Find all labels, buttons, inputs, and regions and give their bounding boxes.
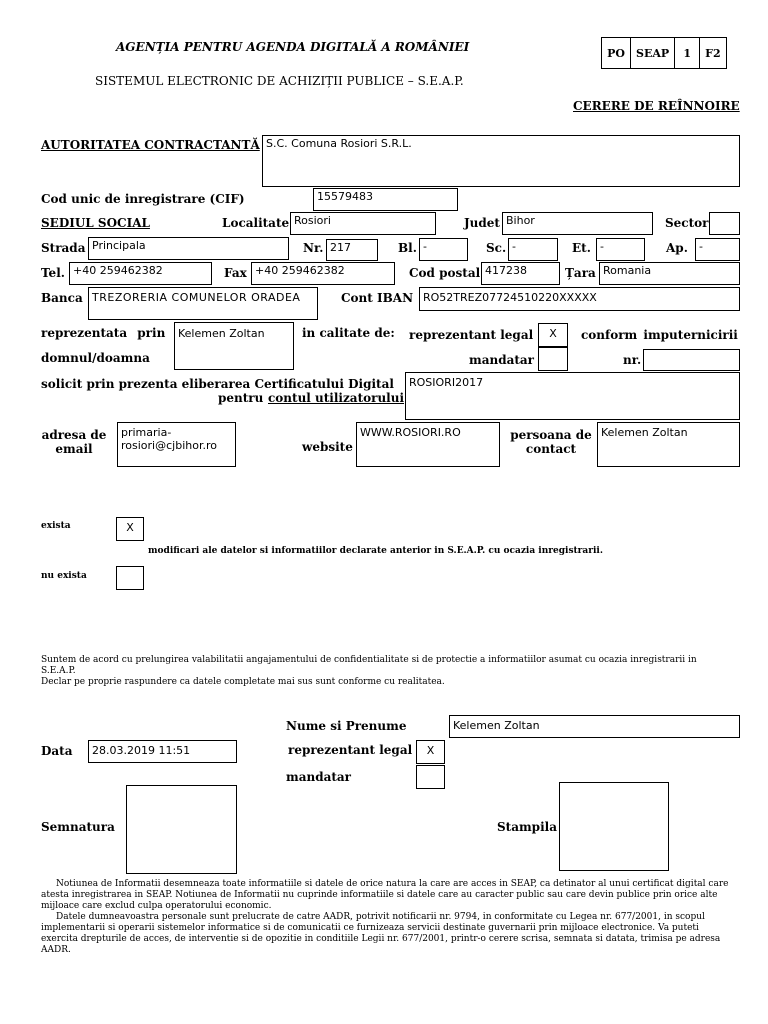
persoana-contact-label: persoana de contact xyxy=(510,428,592,456)
autoritatea-label: AUTORITATEA CONTRACTANTĂ xyxy=(41,138,260,152)
fax-label: Fax xyxy=(224,266,247,280)
et-label: Et. xyxy=(572,241,591,255)
declaratie-text: Declar pe proprie raspundere ca datele completate mai sus sunt conforme cu realitatea. xyxy=(41,677,445,687)
agency-title: AGENȚIA PENTRU AGENDA DIGITALĂ A ROMÂNIEI xyxy=(116,40,470,54)
et-field[interactable]: - xyxy=(596,238,645,261)
acord-text: Suntem de acord cu prelungirea valabilitatii angajamentului de confidentialitate si de protectie a informatiilor asumat cu ocazia inregistrarii in S.E.A.P. xyxy=(41,655,697,676)
website-field[interactable]: WWW.ROSIORI.RO xyxy=(356,422,500,467)
domnul-label: domnul/doamna xyxy=(41,351,150,365)
code-cell: SEAP xyxy=(631,38,675,69)
ap-label: Ap. xyxy=(666,241,688,255)
sc-label: Sc. xyxy=(486,241,507,255)
nume-prenume-field[interactable]: Kelemen Zoltan xyxy=(449,715,740,738)
system-title: SISTEMUL ELECTRONIC DE ACHIZIȚII PUBLICE – S.E.A.P. xyxy=(95,74,464,88)
mandatar-checkbox[interactable] xyxy=(538,347,568,371)
bl-label: Bl. xyxy=(398,241,417,255)
tara-field[interactable]: Romania xyxy=(599,262,740,285)
cif-field[interactable]: 15579483 xyxy=(313,188,458,211)
reprezentata-field[interactable]: Kelemen Zoltan xyxy=(174,322,294,370)
cod-postal-label: Cod postal xyxy=(409,266,481,280)
nume-prenume-label: Nume si Prenume xyxy=(286,719,407,733)
strada-label: Strada xyxy=(41,241,86,255)
email-field[interactable]: primaria-rosiori@cjbihor.ro xyxy=(117,422,236,467)
cont-utilizator-field[interactable]: ROSIORI2017 xyxy=(405,372,740,420)
conform-label: conform imputernicirii xyxy=(581,328,738,342)
calitate-label: in calitate de: xyxy=(302,326,395,340)
data-field[interactable]: 28.03.2019 11:51 xyxy=(88,740,237,763)
reprezentant-legal-label: reprezentant legal xyxy=(409,328,534,342)
iban-label: Cont IBAN xyxy=(341,291,414,305)
tel-label: Tel. xyxy=(41,266,65,280)
sediu-label: SEDIUL SOCIAL xyxy=(41,216,150,230)
document-code-table xyxy=(601,37,727,69)
nr-field[interactable]: 217 xyxy=(326,239,378,261)
stampila-label: Stampila xyxy=(497,820,557,834)
document-title: CERERE DE REÎNNOIRE xyxy=(573,99,740,113)
exista-checkbox[interactable]: X xyxy=(116,517,144,541)
ap-field[interactable]: - xyxy=(695,238,740,261)
tara-label: Țara xyxy=(565,266,596,280)
judet-label: Judet xyxy=(464,216,500,230)
mandatar-label: mandatar xyxy=(469,353,535,367)
nr-imputernicire-field[interactable] xyxy=(643,349,740,371)
iban-field[interactable]: RO52TREZ07724510220XXXXX xyxy=(419,287,740,311)
nu-exista-label: nu exista xyxy=(41,571,87,581)
nr-imputernicire-label: nr. xyxy=(623,353,642,367)
bl-field[interactable]: - xyxy=(419,238,468,261)
stampila-box[interactable] xyxy=(559,782,669,871)
code-cell: 1 xyxy=(675,38,700,69)
website-label: website xyxy=(302,440,353,454)
code-cell: PO xyxy=(602,38,631,69)
email-label: adresa de email xyxy=(41,428,107,456)
semnatura-label: Semnatura xyxy=(41,820,115,834)
exista-label: exista xyxy=(41,521,71,531)
cont-utilizator-label: contul utilizatorului xyxy=(268,391,405,405)
reprezentant-legal2-checkbox[interactable]: X xyxy=(416,740,445,764)
reprezentata-label: reprezentata prin xyxy=(41,326,166,340)
cif-label: Cod unic de inregistrare (CIF) xyxy=(41,192,245,206)
autoritatea-field[interactable]: S.C. Comuna Rosiori S.R.L. xyxy=(262,135,740,187)
modificari-text: modificari ale datelor si informatiilor declarate anterior in S.E.A.P. cu ocazia inregistrarii. xyxy=(148,546,603,556)
tel-field[interactable]: +40 259462382 xyxy=(69,262,212,285)
banca-field[interactable]: TREZORERIA COMUNELOR ORADEA xyxy=(88,287,318,320)
nu-exista-checkbox[interactable] xyxy=(116,566,144,590)
judet-field[interactable]: Bihor xyxy=(502,212,653,235)
nr-label: Nr. xyxy=(303,241,324,255)
sector-label: Sector xyxy=(665,216,709,230)
reprezentant-legal-checkbox[interactable]: X xyxy=(538,323,568,347)
semnatura-box[interactable] xyxy=(126,785,237,874)
persoana-contact-field[interactable]: Kelemen Zoltan xyxy=(597,422,740,467)
data-label: Data xyxy=(41,744,73,758)
sector-field[interactable] xyxy=(709,212,740,235)
reprezentant-legal2-label: reprezentant legal xyxy=(288,743,413,757)
mandatar2-checkbox[interactable] xyxy=(416,765,445,789)
cod-postal-field[interactable]: 417238 xyxy=(481,262,560,285)
code-cell: F2 xyxy=(700,38,726,69)
localitate-field[interactable]: Rosiori xyxy=(290,212,436,235)
localitate-label: Localitate xyxy=(222,216,290,230)
solicit-label: solicit prin prezenta eliberarea Certificatului Digital xyxy=(41,377,394,391)
banca-label: Banca xyxy=(41,291,83,305)
nota-date-personale: Datele dumneavoastra personale sunt prelucrate de catre AADR, potrivit notificarii nr. 9794, in conformitate cu Legea nr. 677/2001, in scopul implementarii si operarii sistemelor informatice si de comunicatii ce furnizeaza servicii destinate guvernarii prin mijloace electronice. Va puteti exercita drepturile de acces, de interventie si de opozitie in conditiile Legii nr. 677/2001, printr-o cerere scrisa, semnata si datata, trimisa pe adresa AADR. xyxy=(41,912,721,955)
mandatar2-label: mandatar xyxy=(286,770,352,784)
fax-field[interactable]: +40 259462382 xyxy=(251,262,395,285)
nota-informatii: Notiunea de Informatii desemneaza toate informatiile si datele de orice natura la care are acces in SEAP, ca detinator al unui certificat digital care atesta inregistrarea in SEAP. Notiunea de Informatii nu cuprinde informatiile si datele care au caracter public sau care devin publice prin orice alte mijloace care exclud culpa operatorului economic. xyxy=(41,879,729,911)
strada-field[interactable]: Principala xyxy=(88,237,289,260)
sc-field[interactable]: - xyxy=(508,238,558,261)
pentru-label: pentru xyxy=(218,391,264,405)
